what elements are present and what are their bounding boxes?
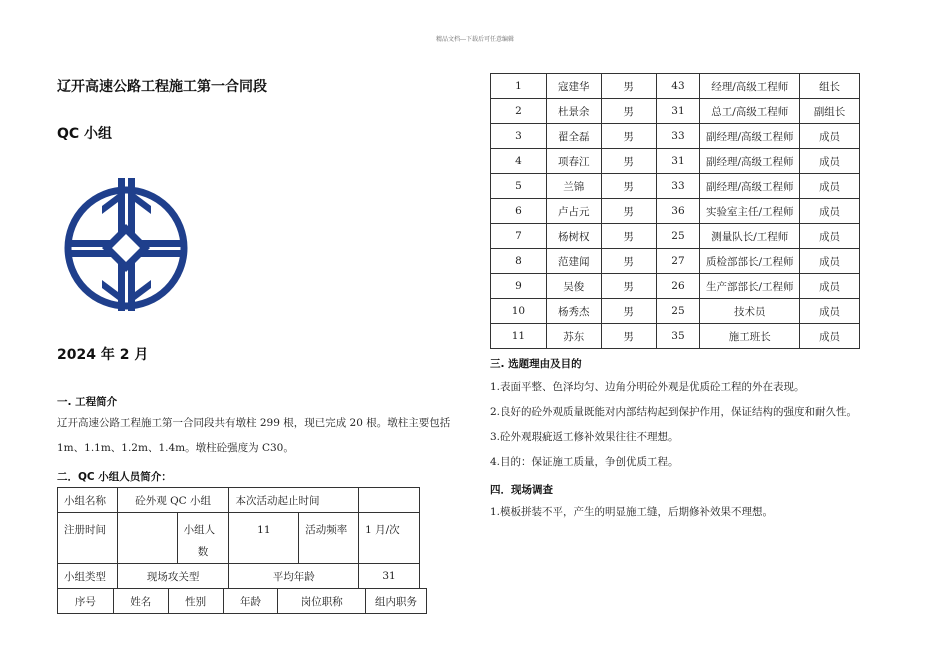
table-row	[491, 274, 860, 299]
info-label: 活动频率	[299, 513, 359, 564]
member-table-header	[57, 588, 427, 614]
table-cell: 33	[656, 174, 700, 199]
section4-body	[490, 500, 910, 525]
header-cell: 组内职务	[366, 589, 427, 614]
table-cell: 成员	[800, 224, 860, 249]
table-cell: 组长	[800, 74, 860, 99]
table-cell: 测量队长/工程师	[700, 224, 800, 249]
table-cell: 10	[491, 299, 547, 324]
table-cell: 5	[491, 174, 547, 199]
table-cell: 8	[491, 249, 547, 274]
table-cell: 成员	[800, 299, 860, 324]
section1-heading: 一. 工程简介	[57, 396, 118, 408]
table-row	[491, 249, 860, 274]
table-cell: 27	[656, 249, 700, 274]
info-value: 1 月/次	[359, 513, 420, 564]
table-cell: 25	[656, 224, 700, 249]
table-cell: 男	[601, 224, 656, 249]
info-label: 小组类型	[58, 564, 118, 589]
info-label: 小组名称	[58, 488, 118, 513]
document-title: 辽开高速公路工程施工第一合同段	[57, 79, 267, 95]
table-cell: 36	[656, 199, 700, 224]
document-date: 2024 年 2 月	[57, 347, 149, 363]
table-cell: 兰锦	[546, 174, 601, 199]
table-row	[491, 99, 860, 124]
table-row	[491, 199, 860, 224]
info-label: 注册时间	[58, 513, 118, 564]
info-label	[177, 513, 229, 564]
table-cell: 副经理/高级工程师	[700, 149, 800, 174]
info-label-part: 数	[197, 546, 209, 558]
table-cell: 总工/高级工程师	[700, 99, 800, 124]
info-label-part: 小组人	[183, 524, 216, 536]
info-row	[58, 564, 420, 589]
table-cell: 男	[601, 249, 656, 274]
watermark: 精品文档---下载后可任意编辑	[435, 36, 515, 43]
info-value: 11	[229, 513, 299, 564]
info-value	[359, 488, 420, 513]
info-value: 31	[359, 564, 420, 589]
table-cell: 2	[491, 99, 547, 124]
section1-line: 辽开高速公路工程施工第一合同段共有墩柱 299 根，现已完成 20 根。墩柱主要包括	[57, 417, 451, 429]
table-row	[491, 324, 860, 349]
qc-group-info-table	[57, 487, 420, 589]
table-cell: 9	[491, 274, 547, 299]
table-cell: 男	[601, 174, 656, 199]
table-cell: 项春江	[546, 149, 601, 174]
section3-line: 3.砼外观瑕疵返工修补效果往往不理想。	[490, 431, 679, 443]
company-logo	[62, 172, 190, 314]
table-cell: 质检部部长/工程师	[700, 249, 800, 274]
section3-body	[490, 375, 910, 475]
table-cell: 杜景余	[546, 99, 601, 124]
table-cell: 男	[601, 274, 656, 299]
table-cell: 实验室主任/工程师	[700, 199, 800, 224]
table-cell: 7	[491, 224, 547, 249]
table-cell: 成员	[800, 174, 860, 199]
header-cell: 年龄	[223, 589, 278, 614]
info-label: 平均年龄	[229, 564, 359, 589]
table-row	[491, 224, 860, 249]
table-cell: 43	[656, 74, 700, 99]
table-cell: 4	[491, 149, 547, 174]
header-cell: 姓名	[113, 589, 168, 614]
table-cell: 26	[656, 274, 700, 299]
table-cell: 施工班长	[700, 324, 800, 349]
table-cell: 男	[601, 74, 656, 99]
table-cell: 范建闻	[546, 249, 601, 274]
table-cell: 副经理/高级工程师	[700, 124, 800, 149]
table-cell: 3	[491, 124, 547, 149]
table-cell: 33	[656, 124, 700, 149]
table-cell: 翟全磊	[546, 124, 601, 149]
member-header-row	[58, 589, 427, 614]
section1-body	[57, 411, 477, 461]
table-cell: 男	[601, 324, 656, 349]
table-cell: 31	[656, 99, 700, 124]
info-value: 砼外观 QC 小组	[117, 488, 229, 513]
table-cell: 吴俊	[546, 274, 601, 299]
table-row	[491, 299, 860, 324]
table-cell: 男	[601, 149, 656, 174]
table-row	[491, 74, 860, 99]
section2-heading: 二．QC 小组人员简介：	[57, 471, 172, 483]
table-cell: 副经理/高级工程师	[700, 174, 800, 199]
info-value: 现场攻关型	[117, 564, 229, 589]
table-cell: 男	[601, 299, 656, 324]
table-cell: 成员	[800, 124, 860, 149]
info-row	[58, 488, 420, 513]
table-cell: 技术员	[700, 299, 800, 324]
table-cell: 杨树权	[546, 224, 601, 249]
table-cell: 副组长	[800, 99, 860, 124]
table-cell: 男	[601, 99, 656, 124]
header-cell: 序号	[58, 589, 114, 614]
section3-heading: 三. 选题理由及目的	[490, 358, 582, 370]
table-cell: 成员	[800, 249, 860, 274]
table-cell: 31	[656, 149, 700, 174]
header-cell: 岗位职称	[278, 589, 366, 614]
table-cell: 寇建华	[546, 74, 601, 99]
table-row	[491, 124, 860, 149]
table-cell: 成员	[800, 199, 860, 224]
table-cell: 经理/高级工程师	[700, 74, 800, 99]
section3-line: 2.良好的砼外观质量既能对内部结构起到保护作用，保证结构的强度和耐久性。	[490, 406, 858, 418]
table-cell: 35	[656, 324, 700, 349]
table-cell: 6	[491, 199, 547, 224]
header-cell: 性别	[168, 589, 223, 614]
section4-line: 1.模板拼装不平，产生的明显施工缝，后期修补效果不理想。	[490, 506, 774, 518]
table-cell: 男	[601, 124, 656, 149]
table-cell: 成员	[800, 274, 860, 299]
table-cell: 成员	[800, 324, 860, 349]
table-cell: 卢占元	[546, 199, 601, 224]
table-cell: 25	[656, 299, 700, 324]
member-table	[490, 73, 860, 349]
table-cell: 生产部部长/工程师	[700, 274, 800, 299]
section3-line: 1.表面平整、色泽均匀、边角分明砼外观是优质砼工程的外在表现。	[490, 381, 805, 393]
table-cell: 成员	[800, 149, 860, 174]
table-row	[491, 174, 860, 199]
section3-line: 4.目的：保证施工质量，争创优质工程。	[490, 456, 679, 468]
table-cell: 1	[491, 74, 547, 99]
table-cell: 杨秀杰	[546, 299, 601, 324]
document-subtitle: QC 小组	[57, 126, 113, 142]
table-cell: 男	[601, 199, 656, 224]
table-cell: 苏东	[546, 324, 601, 349]
section1-line: 1m、1.1m、1.2m、1.4m。墩柱砼强度为 C30。	[57, 442, 294, 454]
info-row	[58, 513, 420, 564]
info-label: 本次活动起止时间	[229, 488, 359, 513]
table-cell: 11	[491, 324, 547, 349]
info-value	[117, 513, 177, 564]
section4-heading: 四．现场调查	[490, 484, 553, 496]
table-row	[491, 149, 860, 174]
